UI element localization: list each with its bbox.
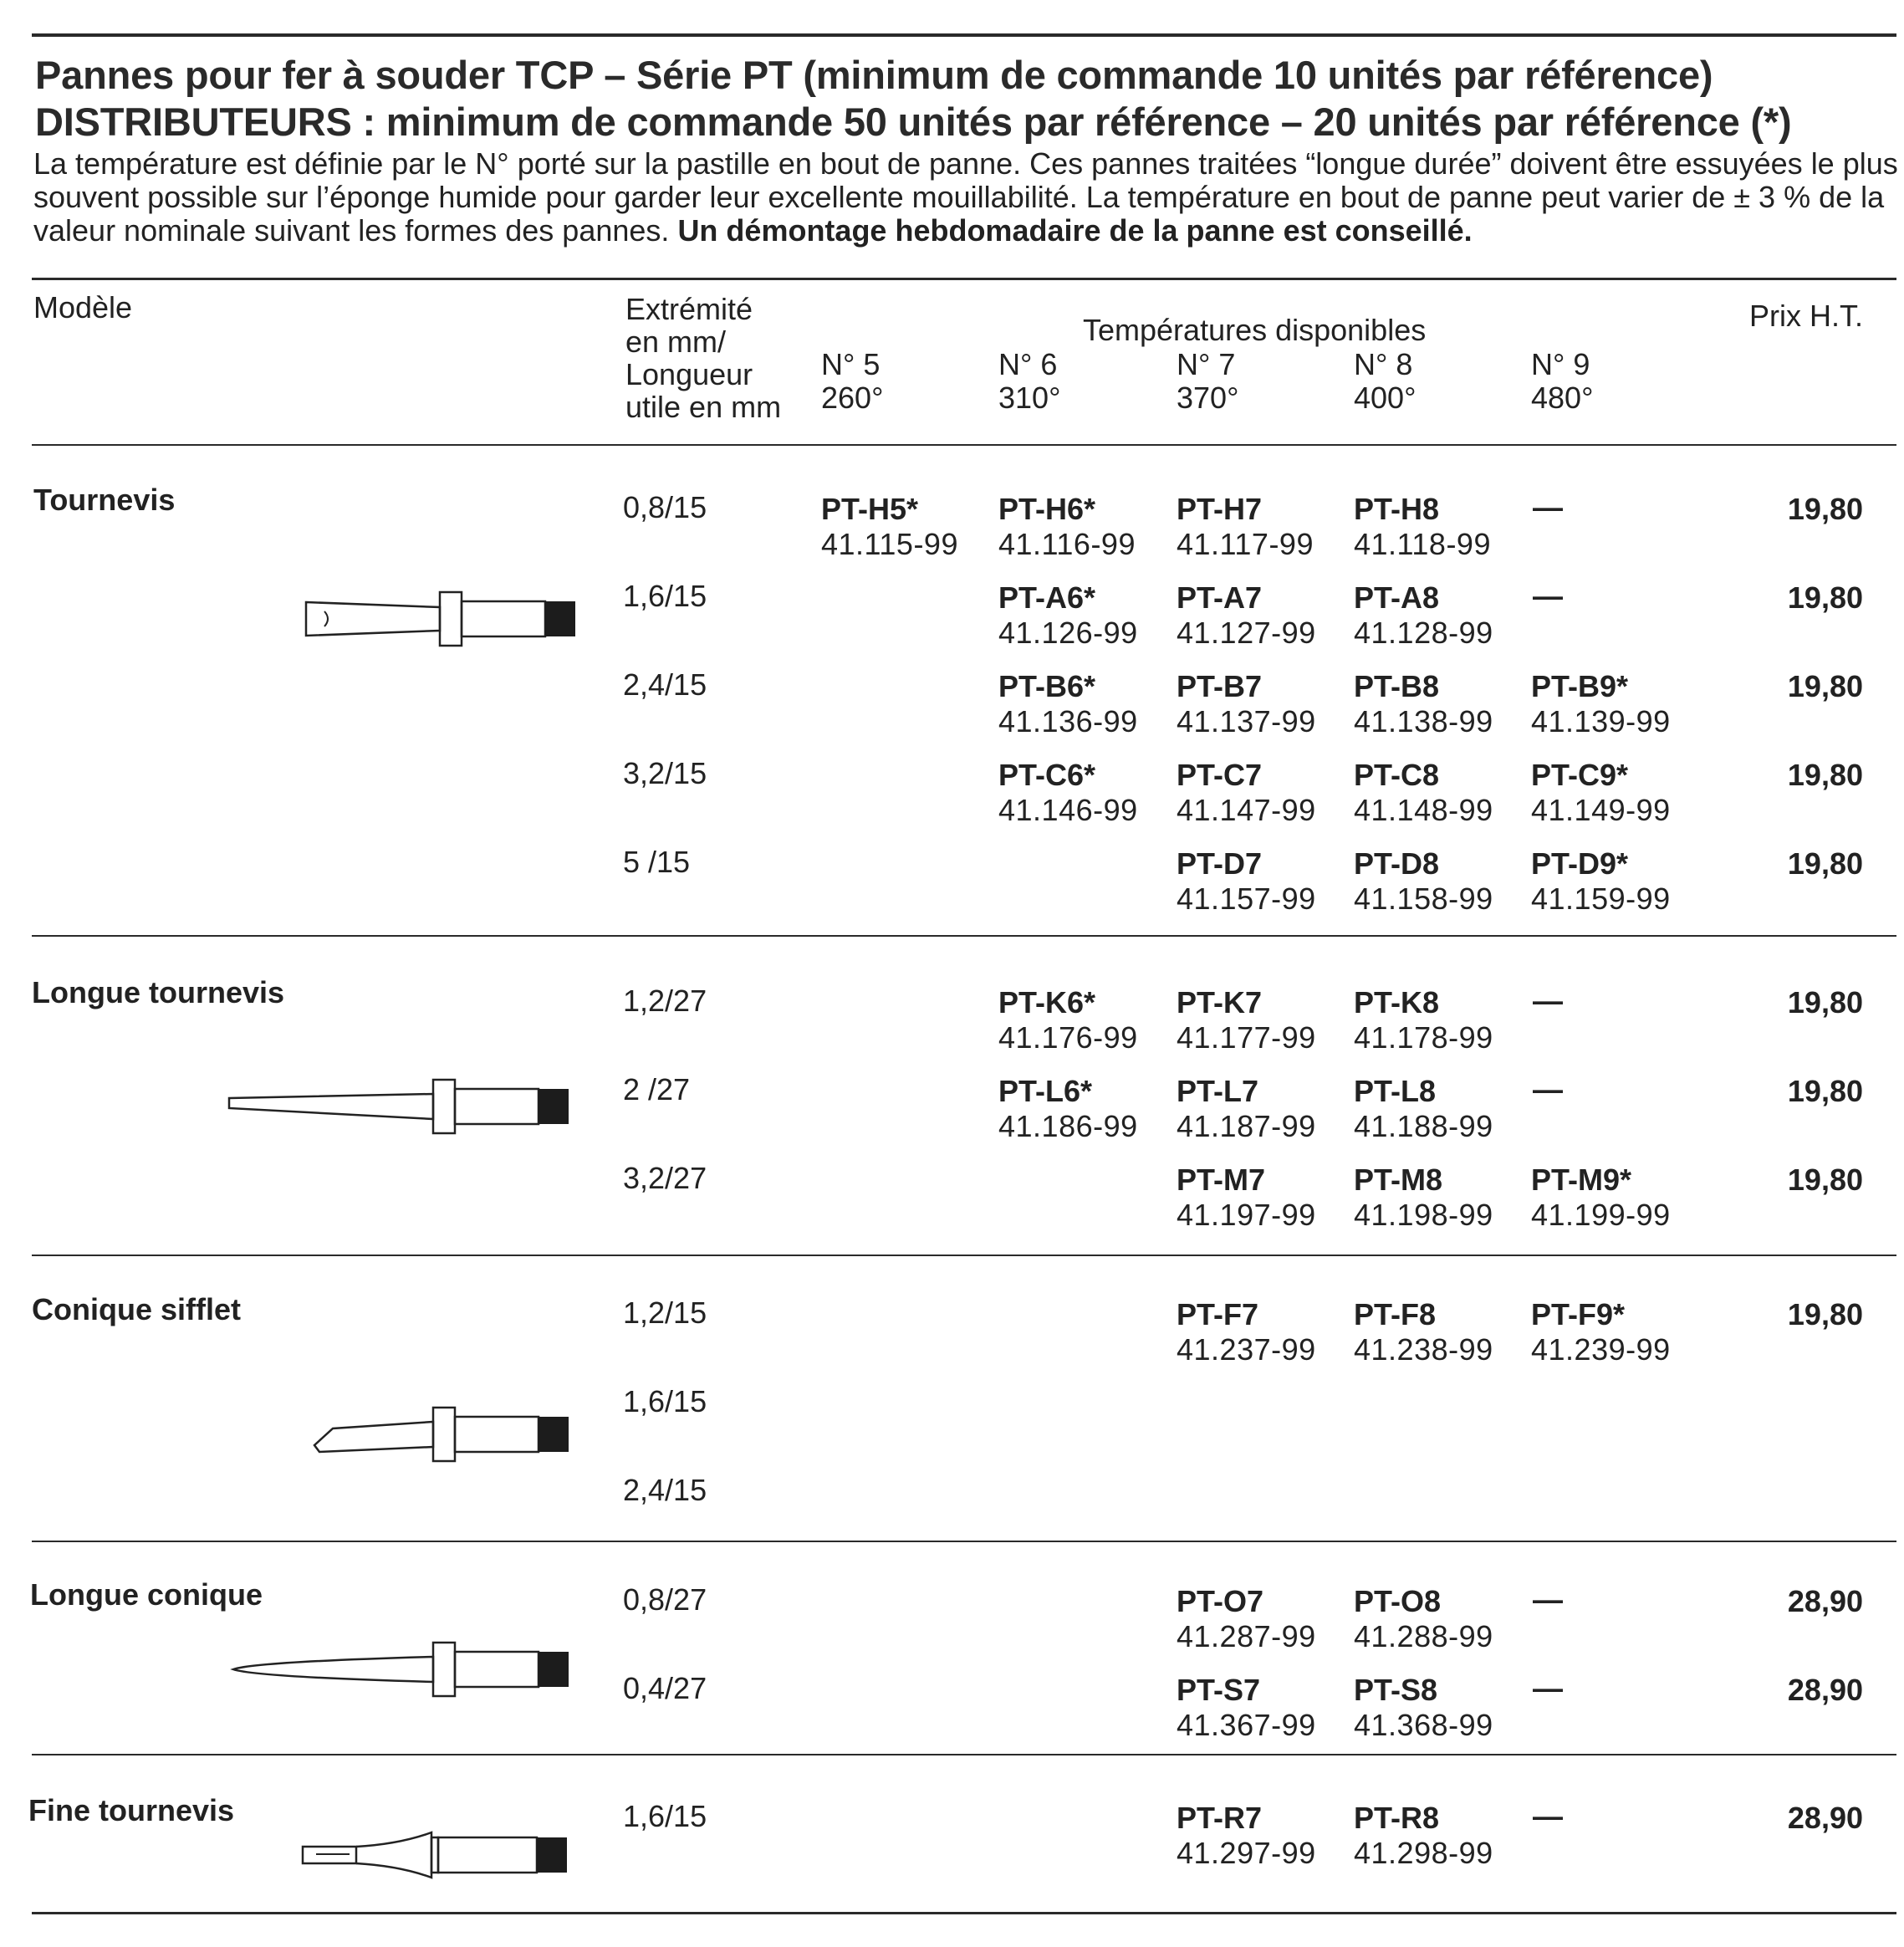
article-number: 41.126-99 bbox=[998, 616, 1138, 650]
article-number: 41.127-99 bbox=[1177, 616, 1316, 650]
article-number: 41.176-99 bbox=[998, 1020, 1138, 1055]
header-bottom-rule bbox=[32, 444, 1896, 446]
reference-code: PT-H5* bbox=[821, 492, 919, 526]
header-dimension bbox=[625, 293, 781, 423]
reference-cell bbox=[1177, 758, 1316, 828]
article-number: 41.187-99 bbox=[1177, 1109, 1316, 1143]
temp-number: N° 9 bbox=[1531, 347, 1590, 381]
section-title-fine-tournevis: Fine tournevis bbox=[28, 1793, 235, 1827]
article-number: 41.147-99 bbox=[1177, 793, 1316, 827]
header-price: Prix H.T. bbox=[1749, 299, 1864, 333]
reference-cell bbox=[1177, 669, 1316, 739]
article-number: 41.367-99 bbox=[1177, 1708, 1316, 1742]
reference-cell bbox=[1177, 580, 1316, 651]
header-temperatures-title: Températures disponibles bbox=[1083, 313, 1427, 347]
reference-code: PT-S8 bbox=[1354, 1673, 1438, 1707]
reference-cell bbox=[998, 1074, 1138, 1144]
unavailable-dash: — bbox=[1533, 490, 1563, 524]
article-number: 41.287-99 bbox=[1177, 1619, 1316, 1653]
reference-code: PT-C6* bbox=[998, 758, 1096, 792]
reference-code: PT-O7 bbox=[1177, 1584, 1264, 1618]
dimension-cell: 3,2/27 bbox=[623, 1161, 707, 1195]
price-cell: 19,80 bbox=[1787, 846, 1863, 881]
reference-cell bbox=[998, 492, 1136, 562]
article-number: 41.159-99 bbox=[1531, 882, 1671, 916]
header-dimension-line: Longueur bbox=[625, 357, 753, 391]
price-cell: 28,90 bbox=[1787, 1584, 1863, 1618]
reference-code: PT-L6* bbox=[998, 1074, 1093, 1108]
header-dimension-line: Extrémité bbox=[625, 292, 753, 326]
reference-code: PT-M8 bbox=[1354, 1163, 1443, 1197]
article-number: 41.116-99 bbox=[998, 527, 1136, 561]
reference-code: PT-D7 bbox=[1177, 846, 1263, 881]
intro-bold-text: Un démontage hebdomadaire de la panne est conseillé. bbox=[677, 213, 1473, 248]
article-number: 41.298-99 bbox=[1354, 1836, 1493, 1870]
unavailable-dash: — bbox=[1533, 1072, 1563, 1106]
header-dimension-line: en mm/ bbox=[625, 324, 727, 359]
article-number: 41.177-99 bbox=[1177, 1020, 1316, 1055]
section-divider bbox=[32, 1255, 1896, 1256]
reference-code: PT-K7 bbox=[1177, 985, 1263, 1019]
unavailable-dash: — bbox=[1533, 1671, 1563, 1705]
article-number: 41.146-99 bbox=[998, 793, 1138, 827]
temp-number: N° 6 bbox=[998, 347, 1058, 381]
reference-cell bbox=[1354, 1297, 1493, 1367]
reference-cell bbox=[1354, 846, 1493, 917]
article-number: 41.178-99 bbox=[1354, 1020, 1493, 1055]
article-number: 41.148-99 bbox=[1354, 793, 1493, 827]
article-number: 41.368-99 bbox=[1354, 1708, 1493, 1742]
reference-cell bbox=[1177, 1074, 1316, 1144]
reference-code: PT-M9* bbox=[1531, 1163, 1632, 1197]
dimension-cell: 0,8/15 bbox=[623, 490, 707, 524]
reference-code: PT-M7 bbox=[1177, 1163, 1266, 1197]
dimension-cell: 2 /27 bbox=[623, 1072, 691, 1106]
long-screwdriver-tip-icon bbox=[226, 1077, 577, 1136]
reference-code: PT-L7 bbox=[1177, 1074, 1259, 1108]
reference-cell bbox=[1354, 669, 1493, 739]
article-number: 41.157-99 bbox=[1177, 882, 1316, 916]
reference-cell bbox=[998, 985, 1138, 1055]
dimension-cell: 0,4/27 bbox=[623, 1671, 707, 1705]
article-number: 41.137-99 bbox=[1177, 704, 1316, 738]
dimension-cell: 5 /15 bbox=[623, 845, 691, 879]
dimension-cell: 2,4/15 bbox=[623, 1473, 707, 1507]
reference-cell bbox=[1177, 1801, 1316, 1871]
reference-code: PT-F9* bbox=[1531, 1297, 1626, 1331]
reference-cell bbox=[1354, 580, 1493, 651]
reference-code: PT-D9* bbox=[1531, 846, 1629, 881]
bottom-rule bbox=[32, 1912, 1896, 1914]
article-number: 41.149-99 bbox=[1531, 793, 1671, 827]
dimension-cell: 0,8/27 bbox=[623, 1582, 707, 1617]
reference-code: PT-D8 bbox=[1354, 846, 1440, 881]
article-number: 41.188-99 bbox=[1354, 1109, 1493, 1143]
reference-code: PT-H6* bbox=[998, 492, 1096, 526]
temp-number: N° 8 bbox=[1354, 347, 1413, 381]
reference-code: PT-K6* bbox=[998, 985, 1096, 1019]
price-cell: 19,80 bbox=[1787, 669, 1863, 703]
bevel-cone-tip-icon bbox=[309, 1405, 577, 1464]
article-number: 41.128-99 bbox=[1354, 616, 1493, 650]
fine-screwdriver-tip-icon bbox=[299, 1826, 575, 1884]
dimension-cell: 1,6/15 bbox=[623, 1799, 707, 1833]
reference-code: PT-K8 bbox=[1354, 985, 1440, 1019]
reference-cell bbox=[1354, 1074, 1493, 1144]
section-title-tournevis: Tournevis bbox=[33, 483, 176, 517]
reference-cell bbox=[1354, 1673, 1493, 1743]
temp-degrees: 370° bbox=[1177, 381, 1239, 415]
price-cell: 19,80 bbox=[1787, 758, 1863, 792]
long-cone-tip-icon bbox=[230, 1640, 577, 1699]
price-cell: 19,80 bbox=[1787, 492, 1863, 526]
article-number: 41.136-99 bbox=[998, 704, 1138, 738]
reference-code: PT-F7 bbox=[1177, 1297, 1259, 1331]
reference-cell bbox=[1177, 846, 1316, 917]
article-number: 41.237-99 bbox=[1177, 1332, 1316, 1367]
section-title-longue-tournevis: Longue tournevis bbox=[32, 975, 285, 1009]
reference-cell bbox=[1354, 492, 1491, 562]
reference-cell bbox=[1354, 1584, 1493, 1654]
article-number: 41.288-99 bbox=[1354, 1619, 1493, 1653]
reference-code: PT-C9* bbox=[1531, 758, 1629, 792]
reference-code: PT-B6* bbox=[998, 669, 1096, 703]
reference-code: PT-B8 bbox=[1354, 669, 1440, 703]
top-rule bbox=[32, 33, 1896, 37]
section-title-longue-conique: Longue conique bbox=[30, 1577, 263, 1612]
reference-code: PT-C8 bbox=[1354, 758, 1440, 792]
temp-number: N° 7 bbox=[1177, 347, 1236, 381]
reference-code: PT-S7 bbox=[1177, 1673, 1261, 1707]
dimension-cell: 1,6/15 bbox=[623, 1384, 707, 1418]
price-cell: 19,80 bbox=[1787, 985, 1863, 1019]
reference-code: PT-C7 bbox=[1177, 758, 1263, 792]
reference-cell bbox=[1354, 1801, 1493, 1871]
price-cell: 28,90 bbox=[1787, 1801, 1863, 1835]
reference-cell bbox=[1177, 985, 1316, 1055]
article-number: 41.118-99 bbox=[1354, 527, 1491, 561]
reference-cell bbox=[1354, 1163, 1493, 1233]
reference-code: PT-A6* bbox=[998, 580, 1096, 615]
header-top-rule bbox=[32, 278, 1896, 280]
price-cell: 19,80 bbox=[1787, 1074, 1863, 1108]
price-cell: 28,90 bbox=[1787, 1673, 1863, 1707]
reference-code: PT-R8 bbox=[1354, 1801, 1440, 1835]
reference-cell bbox=[1177, 1297, 1316, 1367]
unavailable-dash: — bbox=[1533, 579, 1563, 613]
reference-code: PT-O8 bbox=[1354, 1584, 1442, 1618]
section-divider bbox=[32, 1754, 1896, 1755]
intro-text: La température est définie par le N° porté sur la pastille en bout de panne. Ces pannes traitées “longue durée” doivent être essuyées le plus souvent possible sur l’éponge humide pour garder leur excellente mouillabilité. La température en bout de panne peut varier de ± 3 % de la valeur nominale suivant les formes des pannes. bbox=[33, 146, 1898, 248]
reference-cell bbox=[1531, 758, 1671, 828]
dimension-cell: 2,4/15 bbox=[623, 667, 707, 702]
reference-cell bbox=[1177, 1163, 1316, 1233]
screwdriver-tip-icon bbox=[301, 590, 585, 648]
temp-degrees: 400° bbox=[1354, 381, 1417, 415]
article-number: 41.199-99 bbox=[1531, 1198, 1671, 1232]
reference-cell bbox=[1531, 1163, 1671, 1233]
reference-cell bbox=[1177, 1673, 1316, 1743]
reference-code: PT-R7 bbox=[1177, 1801, 1263, 1835]
section-title-conique-sifflet: Conique sifflet bbox=[32, 1292, 241, 1326]
article-number: 41.115-99 bbox=[821, 527, 958, 561]
section-divider bbox=[32, 1541, 1896, 1542]
article-number: 41.158-99 bbox=[1354, 882, 1493, 916]
unavailable-dash: — bbox=[1533, 984, 1563, 1018]
article-number: 41.239-99 bbox=[1531, 1332, 1671, 1367]
price-cell: 19,80 bbox=[1787, 580, 1863, 615]
article-number: 41.139-99 bbox=[1531, 704, 1671, 738]
header-temp-n9 bbox=[1531, 348, 1593, 415]
dimension-cell: 3,2/15 bbox=[623, 756, 707, 790]
reference-code: PT-F8 bbox=[1354, 1297, 1437, 1331]
article-number: 41.198-99 bbox=[1354, 1198, 1493, 1232]
reference-code: PT-L8 bbox=[1354, 1074, 1437, 1108]
header-temp-n6 bbox=[998, 348, 1060, 415]
reference-cell bbox=[998, 669, 1138, 739]
unavailable-dash: — bbox=[1533, 1582, 1563, 1617]
page-subtitle: DISTRIBUTEURS : minimum de commande 50 unités par référence – 20 unités par référence (*) bbox=[35, 100, 1792, 144]
header-dimension-line: utile en mm bbox=[625, 390, 782, 424]
unavailable-dash: — bbox=[1533, 1799, 1563, 1833]
header-temp-n7 bbox=[1177, 348, 1238, 415]
dimension-cell: 1,2/27 bbox=[623, 984, 707, 1018]
dimension-cell: 1,6/15 bbox=[623, 579, 707, 613]
reference-code: PT-H8 bbox=[1354, 492, 1440, 526]
article-number: 41.297-99 bbox=[1177, 1836, 1316, 1870]
article-number: 41.186-99 bbox=[998, 1109, 1138, 1143]
temp-degrees: 310° bbox=[998, 381, 1061, 415]
reference-cell bbox=[821, 492, 958, 562]
intro-paragraph bbox=[33, 147, 1898, 248]
reference-cell bbox=[998, 580, 1138, 651]
article-number: 41.197-99 bbox=[1177, 1198, 1316, 1232]
article-number: 41.238-99 bbox=[1354, 1332, 1493, 1367]
price-cell: 19,80 bbox=[1787, 1163, 1863, 1197]
reference-cell bbox=[1177, 492, 1314, 562]
temp-degrees: 480° bbox=[1531, 381, 1594, 415]
header-temp-n5 bbox=[821, 348, 883, 415]
reference-cell bbox=[1531, 846, 1671, 917]
reference-cell bbox=[1531, 669, 1671, 739]
reference-code: PT-A7 bbox=[1177, 580, 1263, 615]
reference-code: PT-H7 bbox=[1177, 492, 1263, 526]
reference-code: PT-A8 bbox=[1354, 580, 1440, 615]
header-model: Modèle bbox=[33, 290, 133, 324]
reference-cell bbox=[1354, 985, 1493, 1055]
temp-number: N° 5 bbox=[821, 347, 881, 381]
article-number: 41.138-99 bbox=[1354, 704, 1493, 738]
temp-degrees: 260° bbox=[821, 381, 884, 415]
article-number: 41.117-99 bbox=[1177, 527, 1314, 561]
reference-cell bbox=[1177, 1584, 1316, 1654]
section-divider bbox=[32, 935, 1896, 937]
page-title: Pannes pour fer à souder TCP – Série PT (minimum de commande 10 unités par référence) bbox=[35, 53, 1713, 97]
header-temp-n8 bbox=[1354, 348, 1416, 415]
price-cell: 19,80 bbox=[1787, 1297, 1863, 1331]
reference-code: PT-B9* bbox=[1531, 669, 1629, 703]
reference-cell bbox=[1354, 758, 1493, 828]
reference-cell bbox=[998, 758, 1138, 828]
dimension-cell: 1,2/15 bbox=[623, 1295, 707, 1330]
reference-code: PT-B7 bbox=[1177, 669, 1263, 703]
reference-cell bbox=[1531, 1297, 1671, 1367]
